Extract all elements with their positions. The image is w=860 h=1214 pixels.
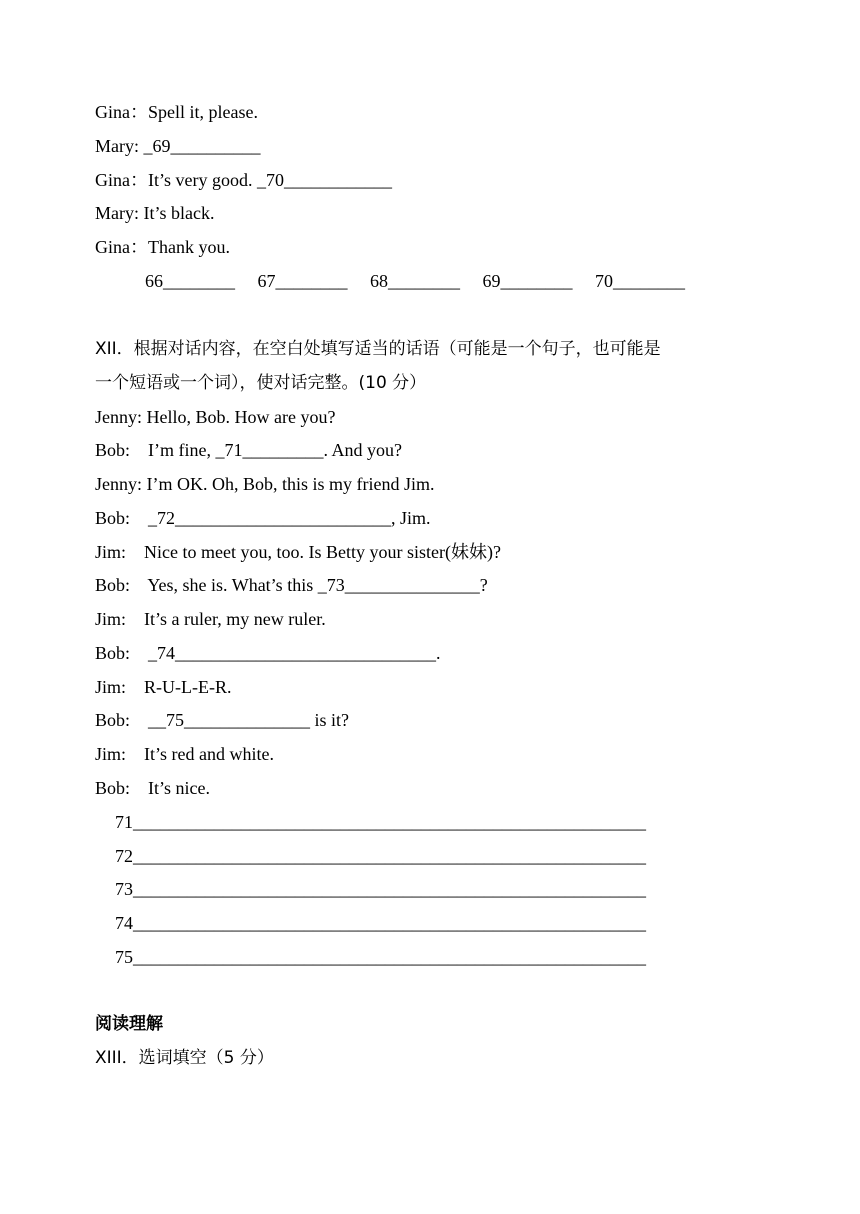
answer-line: 75_________________________________________________________ [115, 947, 646, 967]
dialogue-line: Bob: Yes, she is. What’s this _73_______________? [95, 575, 488, 595]
section-13-title: XIII．选词填空（5 分） [95, 1048, 274, 1068]
dialogue-line: Gina：Thank you. [95, 237, 230, 257]
dialogue-line: Jim: It’s a ruler, my new ruler. [95, 609, 326, 629]
answer-line: 71_________________________________________________________ [115, 812, 646, 832]
dialogue-line: Bob: I’m fine, _71_________. And you? [95, 440, 402, 460]
dialogue-line: Bob: _72________________________, Jim. [95, 508, 431, 528]
dialogue-line: Bob: __75______________ is it? [95, 710, 350, 730]
dialogue-line: Jim: R-U-L-E-R. [95, 677, 232, 697]
section-12-title-line2: 一个短语或一个词），使对话完整。(10 分） [95, 373, 427, 393]
dialogue-line: Jim: It’s red and white. [95, 744, 274, 764]
answer-line: 74_________________________________________________________ [115, 913, 646, 933]
reading-heading: 阅读理解 [95, 1014, 163, 1034]
dialogue-line: Jim: Nice to meet you, too. Is Betty your sister(妹妹)? [95, 542, 501, 562]
dialogue-line: Bob: It’s nice. [95, 778, 210, 798]
dialogue-line: Mary: _69__________ [95, 136, 261, 156]
dialogue-line: Jenny: I’m OK. Oh, Bob, this is my friend Jim. [95, 474, 435, 494]
section-12-title-line1: XII．根据对话内容，在空白处填写适当的话语（可能是一个句子，也可能是 [95, 339, 661, 359]
dialogue-line: Jenny: Hello, Bob. How are you? [95, 407, 336, 427]
dialogue-line: Gina：It’s very good. _70____________ [95, 170, 392, 190]
answer-blanks-66-70: 66________ 67________ 68________ 69________ 70________ [145, 271, 685, 291]
answer-line: 72_________________________________________________________ [115, 846, 646, 866]
answer-line: 73_________________________________________________________ [115, 879, 646, 899]
dialogue-line: Bob: _74_____________________________. [95, 643, 441, 663]
dialogue-line: Mary: It’s black. [95, 203, 215, 223]
dialogue-line: Gina：Spell it, please. [95, 102, 258, 122]
